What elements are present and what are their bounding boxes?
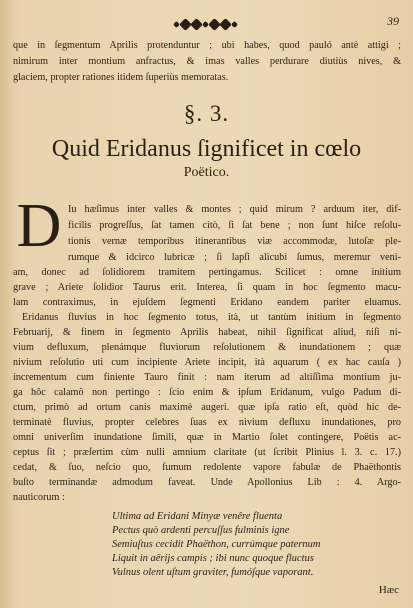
text-line: vium defluxum, plenámque fluviorum reſolutionem & inundationem ; quæ xyxy=(13,342,401,353)
catchword: Hæc xyxy=(378,584,399,596)
verse-line: Semiuſtus cecidit Phaëthon, currúmque paternum xyxy=(112,539,321,550)
text-line: glaciem, propter rationes itidem ſuperiùs memoratas. xyxy=(13,72,229,83)
text-line: nivium reſolutio uti cum incipiente Ariete incipit, ità aquarum ( ex hac cauſa ) xyxy=(13,357,401,368)
page-number: 39 xyxy=(387,14,399,28)
text-line: Februarij, & finem in ſegmento Aprilis habeat, nihil ſignificat aliud, niſi ni- xyxy=(13,327,401,338)
text-line: am, donec ad ſolidiorem tramitem pertingamus. Scilicet : omne initium xyxy=(13,267,401,278)
headpiece-ornament xyxy=(166,18,244,30)
text-line: ctum, primò ad ortum canis maximè augeri. quæ ipſa ratio eſt, quòd hic de- xyxy=(13,402,401,413)
text-line: Eridanus fluvius in hoc ſegmento totus, ità, ut tantùm initium in ſegmento xyxy=(22,312,401,323)
text-line: que in ſegmentum Aprilis protenduntur ; ubi habes, quod pauló antè attigi ; xyxy=(13,40,401,51)
section-number: §. 3. xyxy=(183,101,230,126)
drop-capital: D xyxy=(16,192,62,260)
text-line: nimirum inter montium anfractus, & imas valles perdurare diutiùs nives, & xyxy=(13,56,401,67)
text-line: rumque & idcirco lubricæ ; ſi lapſi alicubi ſumus, meremur veni- xyxy=(68,252,401,263)
text-line: buſto terminandæ admodum faveat. Unde Apollonius Lib : 4. Argo- xyxy=(13,477,401,488)
section-heading: Quid Eridanus ſignificet in cœlo xyxy=(51,136,362,162)
text-line: lam contraximus, in ejuſdem ſegmenti Eridano eandem pariter eluamus. xyxy=(13,297,401,308)
verse-line: Pectus quò ardenti percuſſus fulminis igne xyxy=(112,525,290,536)
text-line: nauticorum : xyxy=(13,492,65,503)
text-line: ceptus ſit ; præſertim cùm nulli amnium claritate (ut ſcribit Plinius l. 3. c. 17.) xyxy=(13,447,401,458)
text-line: Iu hæſimus inter valles & montes ; quid mirum ? arduum iter, dif- xyxy=(68,204,401,215)
verse-line: Ultima ad Eridani Minyæ venêre fluenta xyxy=(112,511,283,522)
text-line: ga hôc calamô non pertingo : ſcio enim & ipſum Eridanum, vulgo Padum di- xyxy=(13,387,401,398)
text-line: cedat, & ſuo, neſcio quo, fumum redolente vapore fabulæ de Phaëthontis xyxy=(13,462,401,473)
verse-line: Liquit in aërijs campis ; ibi nunc quoque fluctus xyxy=(112,553,314,564)
text-line: grave ; Ariete ſolidior Taurus erit. Interea, ſi quam in hoc ſegmento macu- xyxy=(13,282,401,293)
text-line: incrementum cum finiente Tauro finit : nam iterum ad altiſſima montium ju- xyxy=(13,372,401,383)
section-subheading: Poëtico. xyxy=(183,165,230,180)
text-line: tionis vernæ temporibus itinerantibus viæ accommodæ, lutoſæ ple- xyxy=(68,236,401,247)
text-line: terminatè fluvius, propter celebres ſuas ex nivium defluxu inundationes, pro xyxy=(13,417,401,428)
text-line: ficilis progreſſus, ſat tamen citò, ſi ſat bene ; non ſunt hiſce reſolu- xyxy=(68,220,401,231)
verse-line: Vulnus olent uſtum graviter, fumóſque vaporant. xyxy=(112,567,314,578)
text-line: omni univerſim inundatione ſimili, quæ in Martio ſolet contingere, Poëtis ac- xyxy=(13,432,401,443)
